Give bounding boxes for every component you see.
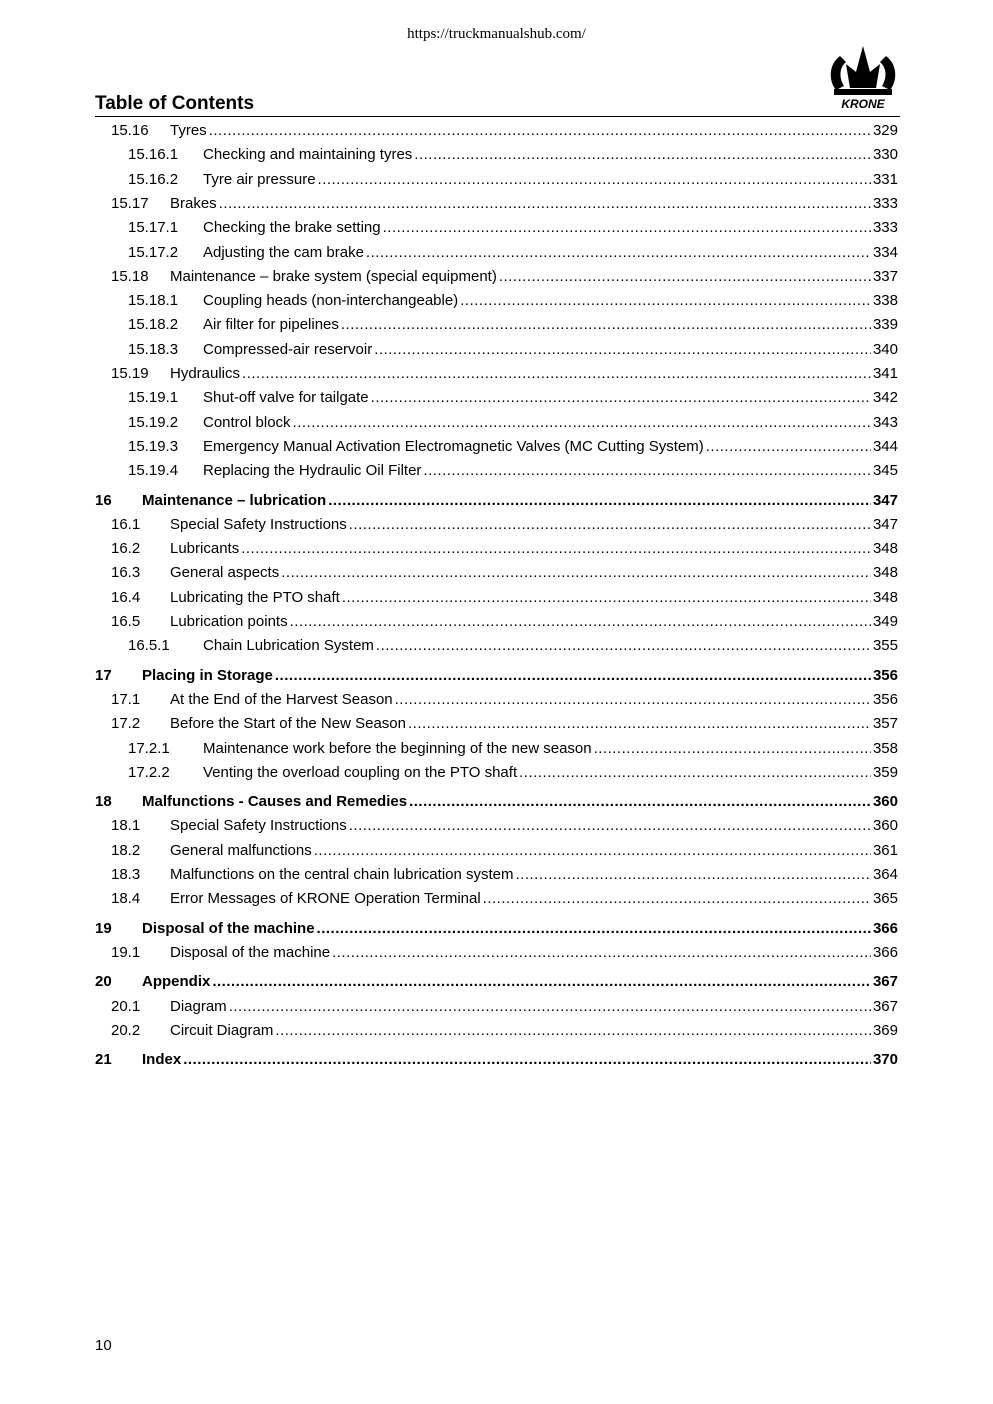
toc-dot-leader (349, 816, 871, 836)
toc-entry-title: Disposal of the machine (142, 919, 315, 937)
toc-entry-title: Emergency Manual Activation Electromagnetic Valves (MC Cutting System) (203, 437, 704, 455)
toc-entry[interactable] (95, 1050, 898, 1070)
toc-dot-leader (229, 997, 871, 1017)
toc-entry-number: 21 (95, 1051, 112, 1069)
page-title: Table of Contents (95, 93, 255, 114)
toc-entry-number: 16.5 (111, 613, 141, 630)
toc-entry-page: 334 (872, 243, 898, 261)
toc-entry-title: Replacing the Hydraulic Oil Filter (203, 462, 422, 480)
toc-entry-title: Shut-off valve for tailgate (203, 389, 369, 407)
toc-entry-page: 340 (872, 340, 898, 358)
toc-dot-leader (281, 563, 871, 583)
toc-dot-leader (349, 515, 871, 535)
toc-dot-leader (460, 291, 871, 311)
toc-entry-number: 17.2.2 (128, 763, 170, 781)
toc-entry-title: Adjusting the cam brake (203, 243, 364, 261)
toc-dot-leader (483, 889, 871, 909)
toc-entry[interactable] (95, 739, 898, 759)
header-rule (95, 116, 900, 117)
toc-dot-leader (408, 714, 871, 734)
toc-entry-page: 367 (872, 973, 898, 991)
toc-entry[interactable] (95, 194, 898, 214)
toc-entry-page: 365 (872, 890, 898, 908)
toc-entry[interactable] (95, 145, 898, 165)
toc-entry[interactable] (95, 170, 898, 190)
toc-entry-number: 20.1 (111, 997, 141, 1015)
toc-dot-leader (374, 340, 871, 360)
toc-dot-leader (290, 612, 871, 632)
toc-entry-page: 356 (872, 690, 898, 708)
toc-entry[interactable] (95, 841, 898, 861)
toc-entry-number: 15.19.4 (128, 462, 179, 480)
toc-entry-page: 360 (872, 817, 898, 835)
toc-entry-page: 349 (872, 613, 898, 630)
toc-entry-number: 15.19 (111, 365, 149, 382)
toc-dot-leader (183, 1050, 871, 1070)
toc-entry-page: 331 (872, 170, 898, 188)
toc-entry-number: 15.16 (111, 122, 149, 139)
toc-dot-leader (317, 919, 871, 939)
toc-entry-number: 17.1 (111, 690, 141, 708)
toc-dot-leader (212, 972, 871, 992)
toc-dot-leader (706, 437, 871, 457)
toc-entry-number: 16 (95, 491, 112, 509)
toc-entry-page: 337 (872, 267, 898, 285)
svg-text:KRONE: KRONE (841, 97, 885, 111)
toc-entry-page: 364 (872, 866, 898, 883)
toc-entry-page: 345 (872, 462, 898, 480)
toc-dot-leader (219, 194, 871, 214)
toc-entry-page: 348 (872, 540, 898, 558)
toc-entry-number: 16.3 (111, 564, 141, 582)
toc-entry[interactable] (95, 792, 898, 812)
toc-entry-number: 15.18.3 (128, 340, 179, 358)
toc-entry-title: Tyre air pressure (203, 170, 316, 188)
toc-entry-title: Tyres (170, 122, 207, 139)
toc-entry[interactable] (95, 563, 898, 583)
toc-dot-leader (371, 388, 871, 408)
toc-entry[interactable] (95, 364, 898, 384)
toc-dot-leader (414, 145, 871, 165)
toc-entry-number: 15.19.3 (128, 437, 179, 455)
toc-entry-number: 15.18.2 (128, 316, 179, 334)
toc-dot-leader (516, 865, 871, 885)
toc-entry[interactable] (95, 461, 898, 481)
toc-entry-title: Lubrication points (170, 613, 288, 630)
toc-entry-number: 18.4 (111, 890, 141, 908)
toc-entry-number: 15.19.1 (128, 389, 179, 407)
toc-entry-number: 15.17.2 (128, 243, 179, 261)
toc-entry-title: Compressed-air reservoir (203, 340, 373, 358)
krone-crown-icon (826, 44, 900, 112)
toc-entry[interactable] (95, 291, 898, 311)
toc-entry[interactable] (95, 816, 898, 836)
toc-entry-title: Before the Start of the New Season (170, 715, 406, 733)
toc-entry[interactable] (95, 267, 898, 287)
toc-entry-number: 18 (95, 793, 112, 811)
toc-entry-title: Brakes (170, 194, 217, 212)
toc-dot-leader (395, 690, 871, 710)
toc-dot-leader (423, 461, 871, 481)
toc-entry[interactable] (95, 315, 898, 335)
toc-entry-title: Checking and maintaining tyres (203, 146, 413, 164)
toc-entry[interactable] (95, 388, 898, 408)
krone-logo (826, 44, 900, 112)
toc-entry[interactable] (95, 413, 898, 433)
toc-entry[interactable] (95, 1021, 898, 1041)
toc-entry[interactable] (95, 889, 898, 909)
toc-dot-leader (275, 1021, 871, 1041)
toc-entry-page: 366 (872, 919, 898, 937)
toc-dot-leader (332, 943, 871, 963)
toc-entry-number: 16.5.1 (128, 637, 170, 655)
toc-entry[interactable] (95, 690, 898, 710)
toc-entry-number: 20 (95, 973, 112, 991)
toc-entry[interactable] (95, 763, 898, 783)
toc-entry[interactable] (95, 997, 898, 1017)
toc-entry-page: 355 (872, 637, 898, 655)
toc-entry-title: Index (142, 1051, 182, 1069)
toc-entry-title: Special Safety Instructions (170, 817, 347, 835)
toc-entry[interactable] (95, 636, 898, 656)
toc-dot-leader (383, 218, 871, 238)
toc-dot-leader (366, 243, 871, 263)
toc-entry[interactable] (95, 539, 898, 559)
toc-entry-title: Placing in Storage (142, 666, 273, 684)
toc-entry-page: 333 (872, 219, 898, 237)
toc-entry-number: 15.18 (111, 267, 149, 285)
toc-entry-title: Hydraulics (170, 365, 241, 382)
toc-entry-number: 16.2 (111, 540, 141, 558)
source-url[interactable]: https://truckmanualshub.com/ (407, 26, 586, 42)
toc-entry-title: Special Safety Instructions (170, 515, 347, 533)
toc-entry[interactable] (95, 218, 898, 238)
page-number: 10 (95, 1337, 112, 1354)
toc-entry-number: 19 (95, 919, 112, 937)
toc-dot-leader (519, 763, 871, 783)
toc-entry-title: Maintenance – brake system (special equipment) (170, 267, 497, 285)
toc-dot-leader (293, 413, 871, 433)
toc-entry-page: 370 (872, 1051, 898, 1069)
toc-dot-leader (242, 364, 871, 384)
toc-entry-page: 358 (872, 739, 898, 757)
toc-entry[interactable] (95, 865, 898, 885)
toc-entry-number: 15.17.1 (128, 219, 179, 237)
toc-entry-title: Chain Lubrication System (203, 637, 374, 655)
toc-entry-page: 338 (872, 292, 898, 310)
toc-entry-page: 347 (872, 515, 898, 533)
toc-dot-leader (314, 841, 871, 861)
toc-entry-page: 369 (872, 1021, 898, 1039)
toc-entry[interactable] (95, 919, 898, 939)
toc-entry[interactable] (95, 714, 898, 734)
toc-entry-page: 359 (872, 763, 898, 781)
toc-entry-title: Lubricating the PTO shaft (170, 588, 340, 606)
toc-entry-page: 330 (872, 146, 898, 164)
toc-entry-number: 20.2 (111, 1021, 141, 1039)
toc-entry-title: Maintenance work before the beginning of the new season (203, 739, 592, 757)
toc-entry-title: Malfunctions - Causes and Remedies (142, 793, 408, 811)
toc-entry-number: 19.1 (111, 943, 141, 961)
toc-dot-leader (241, 539, 871, 559)
toc-dot-leader (409, 792, 871, 812)
toc-entry-number: 15.17 (111, 194, 149, 212)
toc-entry-number: 16.1 (111, 515, 141, 533)
toc-dot-leader (342, 588, 871, 608)
toc-entry-number: 15.16.1 (128, 146, 179, 164)
toc-dot-leader (275, 666, 871, 686)
toc-entry[interactable] (95, 340, 898, 360)
toc-entry-title: Malfunctions on the central chain lubrication system (170, 866, 514, 883)
toc-entry-page: 333 (872, 194, 898, 212)
toc-entry-page: 339 (872, 316, 898, 334)
toc-entry[interactable] (95, 121, 898, 141)
toc-entry-title: General aspects (170, 564, 280, 582)
toc-entry[interactable] (95, 491, 898, 511)
toc-entry[interactable] (95, 437, 898, 457)
toc-entry-number: 17 (95, 666, 112, 684)
toc-entry-number: 18.2 (111, 841, 141, 859)
toc-entry[interactable] (95, 666, 898, 686)
toc-entry-page: 347 (872, 491, 898, 509)
toc-dot-leader (376, 636, 871, 656)
toc-dot-leader (209, 121, 871, 141)
toc-entry-title: Maintenance – lubrication (142, 491, 327, 509)
toc-dot-leader (499, 267, 871, 287)
toc-entry-title: Appendix (142, 973, 211, 991)
toc-entry-title: Error Messages of KRONE Operation Terminal (170, 890, 481, 908)
toc-entry[interactable] (95, 588, 898, 608)
toc-dot-leader (594, 739, 871, 759)
toc-entry-page: 342 (872, 389, 898, 407)
toc-entry-page: 366 (872, 943, 898, 961)
toc-entry-title: At the End of the Harvest Season (170, 690, 393, 708)
toc-entry-title: Diagram (170, 997, 227, 1015)
toc-dot-leader (328, 491, 871, 511)
toc-entry-number: 18.1 (111, 817, 141, 835)
toc-entry-page: 343 (872, 413, 898, 431)
toc-entry-title: Circuit Diagram (170, 1021, 274, 1039)
toc-entry-number: 15.16.2 (128, 170, 179, 188)
toc-entry-page: 367 (872, 997, 898, 1015)
toc-entry[interactable] (95, 515, 898, 535)
toc-entry-number: 15.19.2 (128, 413, 179, 431)
toc-entry[interactable] (95, 972, 898, 992)
toc-entry-number: 17.2.1 (128, 739, 170, 757)
toc-entry-number: 18.3 (111, 866, 141, 883)
toc-dot-leader (318, 170, 871, 190)
toc-entry-title: Venting the overload coupling on the PTO shaft (203, 763, 518, 781)
toc-entry-page: 356 (872, 666, 898, 684)
toc-entry-title: Checking the brake setting (203, 219, 381, 237)
toc-entry-title: Lubricants (170, 540, 240, 558)
toc-entry[interactable] (95, 612, 898, 632)
toc-entry-number: 16.4 (111, 588, 141, 606)
toc-entry-title: Control block (203, 413, 291, 431)
toc-entry-number: 17.2 (111, 715, 141, 733)
toc-entry-page: 348 (872, 564, 898, 582)
toc-entry-page: 344 (872, 437, 898, 455)
toc-entry-page: 360 (872, 793, 898, 811)
toc-entry-page: 341 (872, 365, 898, 382)
toc-entry-page: 329 (872, 122, 898, 139)
toc-entry-page: 357 (872, 715, 898, 733)
toc-entry-title: General malfunctions (170, 841, 312, 859)
toc-entry[interactable] (95, 943, 898, 963)
toc-entry-title: Air filter for pipelines (203, 316, 339, 334)
toc-entry-title: Disposal of the machine (170, 943, 331, 961)
toc-entry-page: 348 (872, 588, 898, 606)
toc-dot-leader (341, 315, 871, 335)
toc-entry-title: Coupling heads (non-interchangeable) (203, 292, 459, 310)
toc-entry-page: 361 (872, 841, 898, 859)
toc-entry[interactable] (95, 243, 898, 263)
toc-entry-number: 15.18.1 (128, 292, 179, 310)
